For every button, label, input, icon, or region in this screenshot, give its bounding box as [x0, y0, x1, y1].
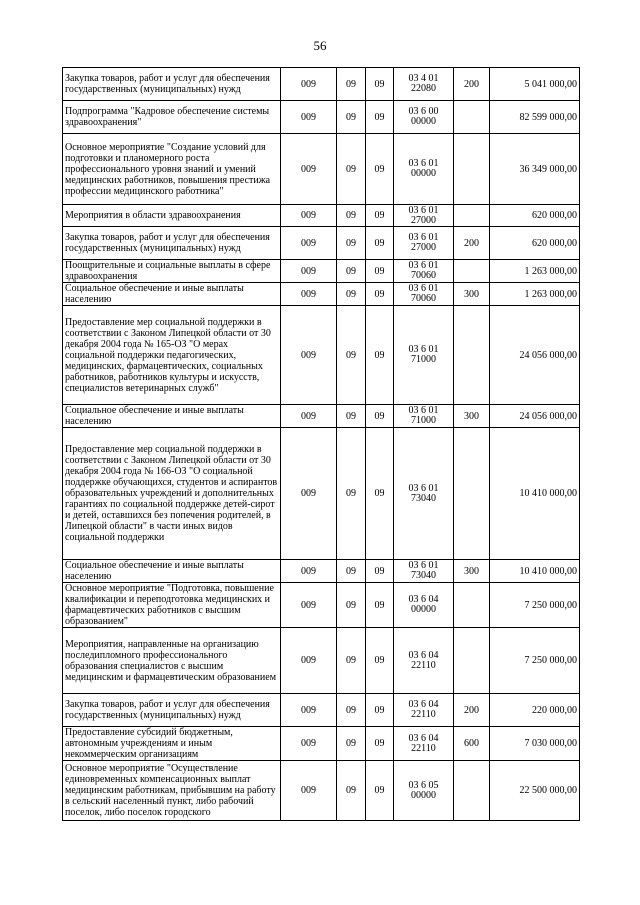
row-name-cell: Социальное обеспечение и иные выплаты населению	[63, 405, 281, 428]
row-subsection-cell: 09	[366, 227, 394, 260]
table-row	[63, 727, 580, 761]
table-row	[63, 283, 580, 306]
target-code-part-2: 00000	[411, 789, 436, 801]
target-code-part-2: 73040	[411, 570, 436, 581]
row-amount-cell: 1 263 000,00	[490, 260, 580, 283]
target-code-part-1: 03 6 01	[408, 482, 439, 494]
row-subsection-cell: 09	[366, 283, 394, 306]
row-subsection-cell: 09	[366, 205, 394, 227]
row-section-cell: 09	[337, 260, 366, 283]
row-expense-type-cell: 200	[454, 227, 490, 260]
table-row	[63, 68, 580, 101]
row-section-cell: 09	[337, 227, 366, 260]
row-amount-cell: 10 410 000,00	[490, 428, 580, 560]
table-row	[63, 628, 580, 694]
row-subsection-cell: 09	[366, 68, 394, 101]
row-amount-cell: 5 041 000,00	[490, 68, 580, 101]
row-name-cell: Закупка товаров, работ и услуг для обеспечения государственных (муниципальных) нужд	[63, 694, 281, 727]
row-section-cell: 09	[337, 283, 366, 306]
row-target-code-cell	[394, 227, 454, 260]
row-expense-type-cell: 200	[454, 694, 490, 727]
row-name-cell: Мероприятия, направленные на организацию последипломного профессионального образования специалистов с высшим медицинским и фармацевтическим образованием	[63, 628, 281, 694]
target-code-part-1: 03 6 04	[408, 649, 439, 661]
row-subsection-cell: 09	[366, 428, 394, 560]
row-amount-cell: 7 030 000,00	[490, 727, 580, 761]
target-code-part-1: 03 6 01	[408, 232, 439, 243]
target-code-part-2: 00000	[411, 604, 436, 615]
row-subsection-cell: 09	[366, 260, 394, 283]
row-section-cell: 09	[337, 694, 366, 727]
target-code-part-1: 03 6 01	[408, 204, 439, 216]
table-row	[63, 134, 580, 205]
row-admin-cell: 009	[281, 727, 337, 761]
target-code-part-2: 22080	[411, 83, 436, 94]
row-section-cell: 09	[337, 428, 366, 560]
target-code-part-2: 71000	[411, 354, 436, 365]
table-row	[63, 227, 580, 260]
row-name-cell: Закупка товаров, работ и услуг для обеспечения государственных (муниципальных) нужд	[63, 68, 281, 101]
row-target-code-cell	[394, 428, 454, 560]
target-code-part-2: 73040	[411, 492, 436, 504]
target-code-part-1: 03 6 01	[408, 283, 439, 294]
page-number: 56	[313, 38, 327, 53]
row-section-cell: 09	[337, 761, 366, 821]
row-admin-cell: 009	[281, 560, 337, 583]
target-code-part-1: 03 6 04	[408, 732, 439, 744]
row-target-code-cell	[394, 405, 454, 428]
row-subsection-cell: 09	[366, 560, 394, 583]
row-section-cell: 09	[337, 101, 366, 134]
row-section-cell: 09	[337, 134, 366, 205]
row-target-code-cell	[394, 134, 454, 205]
target-code-part-1: 03 6 01	[408, 260, 439, 271]
row-amount-cell: 22 500 000,00	[490, 761, 580, 821]
target-code-part-1: 03 6 01	[408, 405, 439, 416]
row-expense-type-cell	[454, 260, 490, 283]
row-expense-type-cell	[454, 101, 490, 134]
row-target-code-cell	[394, 628, 454, 694]
row-admin-cell: 009	[281, 101, 337, 134]
row-target-code-cell	[394, 727, 454, 761]
table-row	[63, 306, 580, 405]
row-expense-type-cell: 200	[454, 68, 490, 101]
table-row	[63, 205, 580, 227]
row-subsection-cell: 09	[366, 761, 394, 821]
row-expense-type-cell	[454, 761, 490, 821]
row-expense-type-cell: 300	[454, 283, 490, 306]
row-expense-type-cell	[454, 428, 490, 560]
row-section-cell: 09	[337, 205, 366, 227]
row-target-code-cell	[394, 583, 454, 628]
row-admin-cell: 009	[281, 227, 337, 260]
budget-table	[62, 67, 580, 821]
row-admin-cell: 009	[281, 205, 337, 227]
row-admin-cell: 009	[281, 260, 337, 283]
target-code-part-1: 03 6 01	[408, 344, 439, 355]
row-name-cell: Основное мероприятие "Осуществление единовременных компенсационных выплат медицинским работникам, прибывшим на работу в сельский населенный пункт, либо рабочий поселок, либо поселок городского	[63, 761, 281, 821]
row-target-code-cell	[394, 205, 454, 227]
row-name-cell: Основное мероприятие "Создание условий для подготовки и планомерного роста профессионального уровня знаний и умений медицинских работников, повышения престижа профессии медицинского работника"	[63, 134, 281, 205]
row-expense-type-cell	[454, 628, 490, 694]
row-expense-type-cell	[454, 134, 490, 205]
row-amount-cell: 620 000,00	[490, 227, 580, 260]
table-row	[63, 583, 580, 628]
row-subsection-cell: 09	[366, 405, 394, 428]
row-subsection-cell: 09	[366, 583, 394, 628]
row-amount-cell: 82 599 000,00	[490, 101, 580, 134]
target-code-part-1: 03 6 00	[408, 106, 439, 117]
row-amount-cell: 24 056 000,00	[490, 306, 580, 405]
row-subsection-cell: 09	[366, 727, 394, 761]
row-section-cell: 09	[337, 727, 366, 761]
row-target-code-cell	[394, 306, 454, 405]
row-section-cell: 09	[337, 306, 366, 405]
row-section-cell: 09	[337, 405, 366, 428]
row-expense-type-cell	[454, 306, 490, 405]
target-code-part-2: 27000	[411, 242, 436, 253]
row-subsection-cell: 09	[366, 628, 394, 694]
row-amount-cell: 10 410 000,00	[490, 560, 580, 583]
row-admin-cell: 009	[281, 628, 337, 694]
row-name-cell: Предоставление субсидий бюджетным, автономным учреждениям и иным некоммерческим организациям	[63, 727, 281, 761]
target-code-part-2: 22110	[411, 659, 436, 671]
row-admin-cell: 009	[281, 306, 337, 405]
row-target-code-cell	[394, 560, 454, 583]
target-code-part-1: 03 6 01	[408, 158, 439, 169]
row-section-cell: 09	[337, 628, 366, 694]
row-name-cell: Предоставление мер социальной поддержки в соответствии с Законом Липецкой области от 30 декабря 2004 года № 165-ОЗ "О мерах социальной поддержки педагогических, медицинских, фармацевтических, социальных работников, работников культуры и искусств, специалистов ветеринарных служб"	[63, 306, 281, 405]
row-amount-cell: 620 000,00	[490, 205, 580, 227]
row-section-cell: 09	[337, 68, 366, 101]
row-amount-cell: 36 349 000,00	[490, 134, 580, 205]
row-name-cell: Основное мероприятие "Подготовка, повышение квалификации и переподготовка медицинских и фармацевтических работников с высшим образованием"	[63, 583, 281, 628]
row-amount-cell: 7 250 000,00	[490, 583, 580, 628]
row-expense-type-cell: 300	[454, 560, 490, 583]
table-row	[63, 428, 580, 560]
target-code-part-2: 71000	[411, 415, 436, 426]
target-code-part-2: 27000	[411, 214, 436, 226]
row-admin-cell: 009	[281, 428, 337, 560]
row-amount-cell: 220 000,00	[490, 694, 580, 727]
budget-table-body	[63, 68, 580, 821]
target-code-part-2: 00000	[411, 116, 436, 127]
row-subsection-cell: 09	[366, 306, 394, 405]
row-amount-cell: 7 250 000,00	[490, 628, 580, 694]
row-name-cell: Подпрограмма "Кадровое обеспечение системы здравоохранения"	[63, 101, 281, 134]
row-name-cell: Поощрительные и социальные выплаты в сфере здравоохранения	[63, 260, 281, 283]
row-section-cell: 09	[337, 583, 366, 628]
row-admin-cell: 009	[281, 583, 337, 628]
table-row	[63, 101, 580, 134]
row-target-code-cell	[394, 68, 454, 101]
target-code-part-2: 70060	[411, 293, 436, 304]
row-target-code-cell	[394, 761, 454, 821]
target-code-part-1: 03 6 04	[408, 594, 439, 605]
row-subsection-cell: 09	[366, 101, 394, 134]
row-subsection-cell: 09	[366, 134, 394, 205]
row-admin-cell: 009	[281, 134, 337, 205]
row-section-cell: 09	[337, 560, 366, 583]
target-code-part-2: 00000	[411, 168, 436, 179]
target-code-part-2: 70060	[411, 270, 436, 281]
row-target-code-cell	[394, 694, 454, 727]
row-expense-type-cell	[454, 583, 490, 628]
table-row	[63, 405, 580, 428]
table-row	[63, 560, 580, 583]
target-code-part-2: 22110	[411, 709, 436, 720]
row-amount-cell: 1 263 000,00	[490, 283, 580, 306]
row-expense-type-cell: 300	[454, 405, 490, 428]
row-name-cell: Социальное обеспечение и иные выплаты населению	[63, 283, 281, 306]
row-subsection-cell: 09	[366, 694, 394, 727]
row-admin-cell: 009	[281, 68, 337, 101]
row-target-code-cell	[394, 283, 454, 306]
target-code-part-1: 03 6 05	[408, 779, 439, 791]
table-row	[63, 260, 580, 283]
row-target-code-cell	[394, 260, 454, 283]
row-admin-cell: 009	[281, 405, 337, 428]
target-code-part-1: 03 6 01	[408, 560, 439, 571]
row-name-cell: Предоставление мер социальной поддержки в соответствии с Законом Липецкой области от 30 декабря 2004 года № 166-ОЗ "О социальной поддержке обучающихся, студентов и аспирантов образовательных учреждений и дополнительных гарантиях по социальной поддержке детей-сирот и детей, оставшихся без попечения родителей, в Липецкой области" в части иных видов социальной поддержки	[63, 428, 281, 560]
row-expense-type-cell	[454, 205, 490, 227]
row-name-cell: Социальное обеспечение и иные выплаты населению	[63, 560, 281, 583]
row-expense-type-cell: 600	[454, 727, 490, 761]
row-amount-cell: 24 056 000,00	[490, 405, 580, 428]
table-row	[63, 694, 580, 727]
row-name-cell: Мероприятия в области здравоохранения	[63, 205, 281, 227]
target-code-part-1: 03 4 01	[408, 73, 439, 84]
target-code-part-2: 22110	[411, 742, 436, 754]
row-admin-cell: 009	[281, 283, 337, 306]
target-code-part-1: 03 6 04	[408, 699, 439, 710]
row-admin-cell: 009	[281, 761, 337, 821]
row-admin-cell: 009	[281, 694, 337, 727]
row-target-code-cell	[394, 101, 454, 134]
row-name-cell: Закупка товаров, работ и услуг для обеспечения государственных (муниципальных) нужд	[63, 227, 281, 260]
table-row	[63, 761, 580, 821]
